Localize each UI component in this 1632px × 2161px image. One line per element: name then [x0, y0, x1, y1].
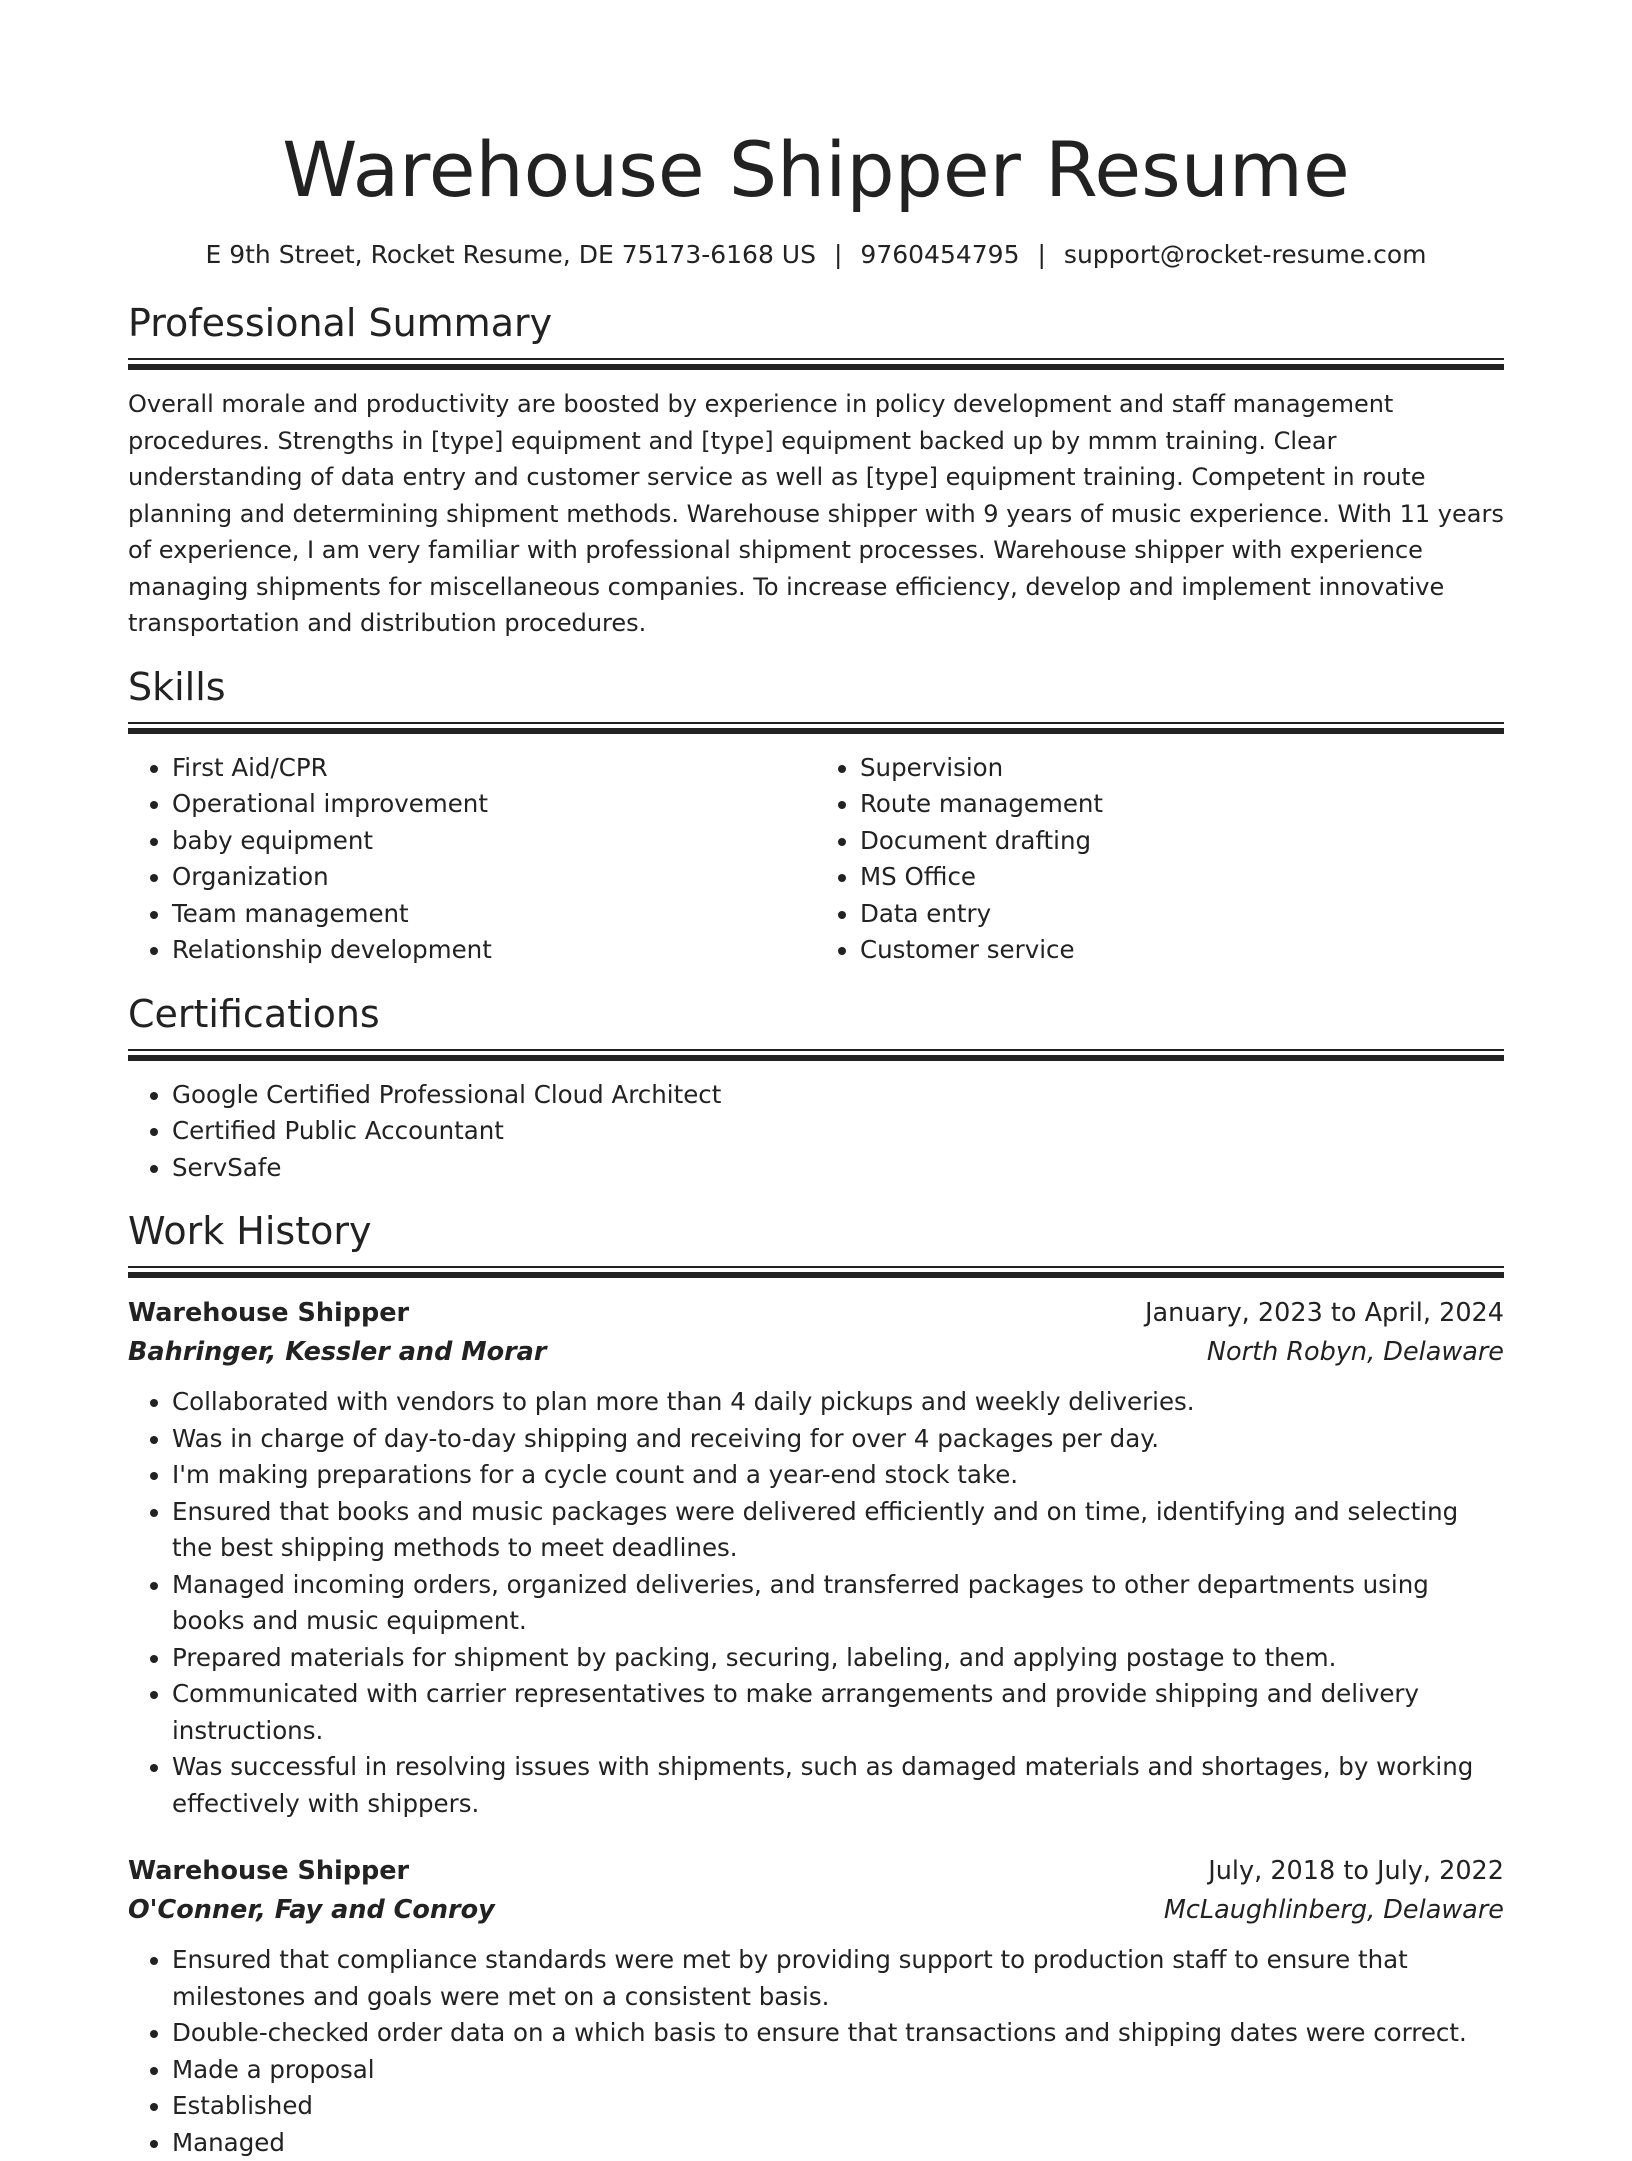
job-location: North Robyn, Delaware	[1207, 1332, 1504, 1372]
section-heading-skills: Skills	[128, 662, 1504, 712]
certifications-list	[128, 1077, 1504, 1187]
contact-separator: |	[1037, 238, 1045, 272]
job-duty: • Was in charge of day-to-day shipping and receiving for over 4 packages per day.	[172, 1421, 1504, 1458]
job-header	[128, 1852, 1504, 1890]
skill-item: • baby equipment	[172, 823, 816, 860]
job-subheader	[128, 1890, 1504, 1930]
job-duty: • Was successful in resolving issues with shipments, such as damaged materials and shortages, by working effectively with shippers.	[172, 1749, 1504, 1822]
job-duty: • Made a proposal	[172, 2052, 1504, 2089]
certification-item: • Certified Public Accountant	[172, 1113, 1504, 1150]
job-duty: • Double-checked order data on a which basis to ensure that transactions and shipping dates were correct.	[172, 2015, 1504, 2052]
skill-item: • Relationship development	[172, 932, 816, 969]
job-title: Warehouse Shipper	[128, 1294, 409, 1332]
skills-section	[128, 662, 1504, 969]
section-divider	[128, 1049, 1504, 1063]
job-duties-list	[128, 1384, 1504, 1822]
certifications-section	[128, 989, 1504, 1187]
contact-phone: 9760454795	[860, 240, 1019, 269]
job-company: Bahringer, Kessler and Morar	[128, 1332, 546, 1372]
skill-item: • Data entry	[860, 896, 1504, 933]
skill-item: • Supervision	[860, 750, 1504, 787]
job-duty: • Managed	[172, 2125, 1504, 2161]
contact-separator: |	[834, 238, 842, 272]
contact-line	[128, 238, 1504, 272]
resume-title: Warehouse Shipper Resume	[128, 120, 1504, 220]
skill-item: • Organization	[172, 859, 816, 896]
job-duty: • Managed incoming orders, organized deliveries, and transferred packages to other departments using books and music equipment.	[172, 1567, 1504, 1640]
summary-section	[128, 298, 1504, 642]
skill-item: • Operational improvement	[172, 786, 816, 823]
skill-item: • Customer service	[860, 932, 1504, 969]
job-entry	[128, 1294, 1504, 1822]
skill-item: • Route management	[860, 786, 1504, 823]
job-location: McLaughlinberg, Delaware	[1164, 1890, 1504, 1930]
certification-item: • Google Certified Professional Cloud Architect	[172, 1077, 1504, 1114]
summary-text: Overall morale and productivity are boosted by experience in policy development and staff management procedures. Strengths in [type] equipment and [type] equipment backed up by mmm training. Clear understanding of data entry and customer service as well as [type] equipment training. Competent in route planning and determining shipment methods. Warehouse shipper with 9 years of music experience. With 11 years of experience, I am very familiar with professional shipment processes. Warehouse shipper with experience managing shipments for miscellaneous companies. To increase efficiency, develop and implement innovative transportation and distribution procedures.	[128, 386, 1504, 642]
job-entry	[128, 1852, 1504, 2161]
job-duty: • Ensured that books and music packages were delivered efficiently and on time, identifying and selecting the best shipping methods to meet deadlines.	[172, 1494, 1504, 1567]
job-duty: • Collaborated with vendors to plan more than 4 daily pickups and weekly deliveries.	[172, 1384, 1504, 1421]
skill-item: • MS Office	[860, 859, 1504, 896]
work-history-section	[128, 1206, 1504, 2161]
job-company: O'Conner, Fay and Conroy	[128, 1890, 495, 1930]
job-dates: January, 2023 to April, 2024	[1145, 1294, 1504, 1332]
job-duty: • Ensured that compliance standards were met by providing support to production staff to ensure that milestones and goals were met on a consistent basis.	[172, 1942, 1504, 2015]
section-divider	[128, 358, 1504, 372]
section-divider	[128, 1266, 1504, 1280]
job-duty: • I'm making preparations for a cycle count and a year-end stock take.	[172, 1457, 1504, 1494]
skills-columns	[128, 750, 1504, 969]
certification-item: • ServSafe	[172, 1150, 1504, 1187]
contact-email: support@rocket-resume.com	[1064, 240, 1427, 269]
section-heading-summary: Professional Summary	[128, 298, 1504, 348]
contact-address: E 9th Street, Rocket Resume, DE 75173-6168 US	[205, 240, 816, 269]
skills-list-right	[816, 750, 1504, 969]
job-subheader	[128, 1332, 1504, 1372]
job-duty: • Communicated with carrier representatives to make arrangements and provide shipping and delivery instructions.	[172, 1676, 1504, 1749]
job-duty: • Established	[172, 2088, 1504, 2125]
skill-item: • Team management	[172, 896, 816, 933]
section-divider	[128, 722, 1504, 736]
job-title: Warehouse Shipper	[128, 1852, 409, 1890]
job-duties-list	[128, 1942, 1504, 2161]
section-heading-certifications: Certifications	[128, 989, 1504, 1039]
job-dates: July, 2018 to July, 2022	[1208, 1852, 1504, 1890]
job-header	[128, 1294, 1504, 1332]
skills-list-left	[128, 750, 816, 969]
section-heading-work-history: Work History	[128, 1206, 1504, 1256]
skill-item: • First Aid/CPR	[172, 750, 816, 787]
skill-item: • Document drafting	[860, 823, 1504, 860]
job-duty: • Prepared materials for shipment by packing, securing, labeling, and applying postage to them.	[172, 1640, 1504, 1677]
resume-page	[128, 0, 1504, 2161]
